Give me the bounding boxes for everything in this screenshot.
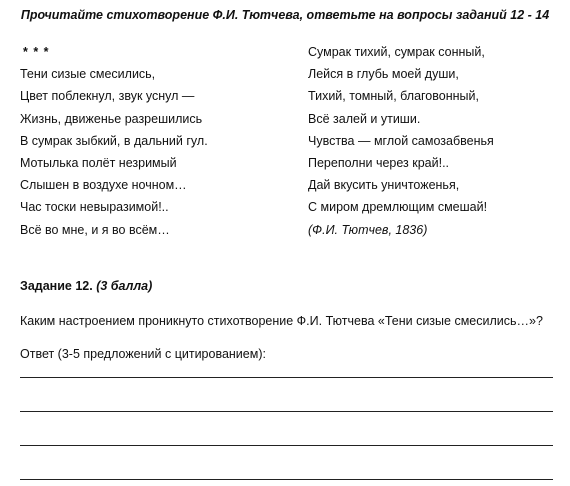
answer-line[interactable] <box>20 411 553 412</box>
poem-line: Цвет поблекнул, звук уснул — <box>20 89 195 104</box>
answer-line[interactable] <box>20 377 553 378</box>
poem-line: Слышен в воздухе ночном… <box>20 178 187 193</box>
poem-line: Час тоски невыразимой!.. <box>20 200 169 215</box>
task-title <box>20 279 152 293</box>
poem-line: Тени сизые смесились, <box>20 67 156 82</box>
poem-line: Чувства — мглой самозабвенья <box>308 133 494 148</box>
poem-left-column <box>20 41 280 241</box>
answer-label: Ответ (3-5 предложений с цитированием): <box>20 347 266 361</box>
answer-line[interactable] <box>20 479 553 480</box>
poem-line: Всё во мне, и я во всём… <box>20 222 170 237</box>
poem-line: Всё залей и утиши. <box>308 111 421 126</box>
poem-right-column <box>308 41 563 241</box>
answer-line[interactable] <box>20 445 553 446</box>
task-number: Задание 12. <box>20 279 93 293</box>
poem-line: С миром дремлющим смешай! <box>308 200 488 215</box>
poem-source: (Ф.И. Тютчев, 1836) <box>308 222 428 237</box>
poem-line: Дай вкусить уничтоженья, <box>308 178 460 193</box>
task-question: Каким настроением проникнуто стихотворение Ф.И. Тютчева «Тени сизые смесились…»? <box>20 314 543 328</box>
poem-line: Тихий, томный, благовонный, <box>308 89 479 104</box>
poem-line: Мотылька полёт незримый <box>20 155 177 170</box>
poem-stars: * * * <box>23 45 50 59</box>
poem-line: Жизнь, движенье разрешились <box>20 111 203 126</box>
poem-line: Сумрак тихий, сумрак сонный, <box>308 45 485 59</box>
poem-line: В сумрак зыбкий, в дальний гул. <box>20 133 208 148</box>
poem-line: Переполни через край!.. <box>308 155 450 170</box>
task-points: (3 балла) <box>96 279 153 293</box>
page-heading: Прочитайте стихотворение Ф.И. Тютчева, ответьте на вопросы заданий 12 - 14 <box>20 8 550 22</box>
poem-line: Лейся в глубь моей души, <box>308 67 459 82</box>
